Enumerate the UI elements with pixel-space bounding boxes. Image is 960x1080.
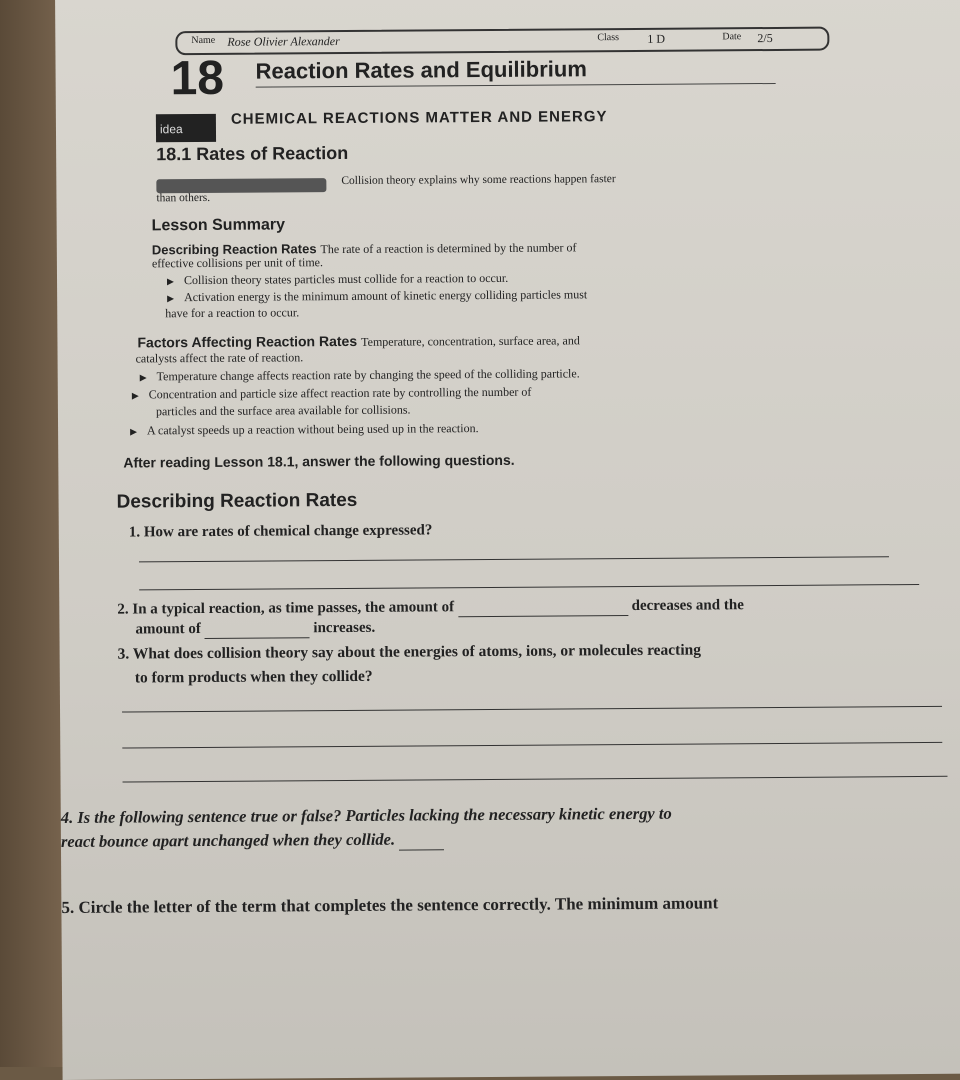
question-2-part2: decreases and the bbox=[631, 597, 744, 614]
questions-section-title: Describing Reaction Rates bbox=[116, 489, 358, 513]
question-3: 3. What does collision theory say about the energies of atoms, ions, or molecules reacting bbox=[117, 641, 702, 663]
describing-bullet-1: ▶ Collision theory states particles must collide for a reaction to occur. bbox=[167, 271, 508, 288]
factors-lead-cont: catalysts affect the rate of reaction. bbox=[135, 350, 304, 366]
name-label: Name bbox=[191, 34, 216, 47]
worksheet-page bbox=[55, 0, 960, 1080]
answer-line-q3c[interactable] bbox=[123, 776, 948, 783]
answer-line-q1b[interactable] bbox=[139, 584, 919, 590]
key-concept-text-cont: than others. bbox=[156, 191, 211, 205]
describing-heading: Describing Reaction Rates bbox=[151, 241, 317, 258]
factors-bullet-1: ▶ Temperature change affects reaction rate by changing the speed of the colliding particle. bbox=[140, 366, 580, 384]
question-2 bbox=[117, 597, 744, 619]
chapter-title: Reaction Rates and Equilibrium bbox=[255, 56, 587, 84]
factors-heading: Factors Affecting Reaction Rates bbox=[137, 332, 358, 351]
question-4: 4. Is the following sentence true or false? Particles lacking the necessary kinetic energy to bbox=[60, 803, 672, 827]
answer-blank-q2a[interactable] bbox=[458, 598, 628, 617]
section-title: 18.1 Rates of Reaction bbox=[156, 142, 349, 165]
question-2-part1: 2. In a typical reaction, as time passes, the amount of bbox=[117, 599, 455, 618]
big-idea-badge: idea bbox=[156, 114, 216, 142]
name-value: Rose Olivier Alexander bbox=[227, 34, 340, 49]
describing-bullet-2-cont: have for a reaction to occur. bbox=[165, 305, 300, 321]
describing-lead: The rate of a reaction is determined by the number of bbox=[320, 240, 577, 257]
instruction-text: After reading Lesson 18.1, answer the following questions. bbox=[123, 451, 515, 471]
factors-bullet-2: ▶ Concentration and particle size affect reaction rate by controlling the number of bbox=[132, 385, 532, 403]
factors-lead: Temperature, concentration, surface area, and bbox=[361, 333, 580, 349]
class-label: Class bbox=[597, 32, 620, 44]
answer-blank-q2b[interactable] bbox=[205, 620, 310, 639]
key-concept-text: Collision theory explains why some reactions happen faster bbox=[341, 173, 616, 188]
key-concept-bar bbox=[156, 178, 326, 193]
big-idea-text: CHEMICAL REACTIONS MATTER AND ENERGY bbox=[230, 108, 608, 128]
describing-lead-cont: effective collisions per unit of time. bbox=[151, 255, 324, 271]
question-2-part3: amount of bbox=[135, 620, 201, 638]
factors-paragraph bbox=[137, 331, 579, 352]
describing-bullet-2: ▶ Activation energy is the minimum amount of kinetic energy colliding particles must bbox=[167, 287, 587, 305]
class-value: 1 D bbox=[647, 31, 666, 46]
question-4-text: react bounce apart unchanged when they collide. bbox=[60, 829, 396, 851]
question-2-cont bbox=[135, 620, 375, 640]
answer-line-q3a[interactable] bbox=[122, 706, 942, 713]
question-2-part4: increases. bbox=[313, 619, 376, 637]
question-5: 5. Circle the letter of the term that completes the sentence correctly. The minimum amount bbox=[61, 893, 719, 917]
chapter-number: 18 bbox=[170, 51, 225, 106]
header-bar bbox=[175, 27, 829, 56]
answer-blank-q4[interactable] bbox=[399, 829, 444, 850]
lesson-summary-heading: Lesson Summary bbox=[151, 216, 286, 235]
factors-bullet-2-cont: particles and the surface area available for collisions. bbox=[155, 402, 411, 419]
factors-bullet-3: ▶ A catalyst speeds up a reaction without being used up in the reaction. bbox=[130, 421, 479, 438]
question-1: 1. How are rates of chemical change expressed? bbox=[128, 522, 433, 541]
date-label: Date bbox=[722, 31, 742, 43]
answer-line-q3b[interactable] bbox=[122, 742, 942, 749]
question-4-cont bbox=[61, 829, 444, 853]
answer-line-q1a[interactable] bbox=[139, 556, 889, 562]
question-3-cont: to form products when they collide? bbox=[134, 667, 373, 687]
date-value: 2/5 bbox=[757, 30, 773, 46]
